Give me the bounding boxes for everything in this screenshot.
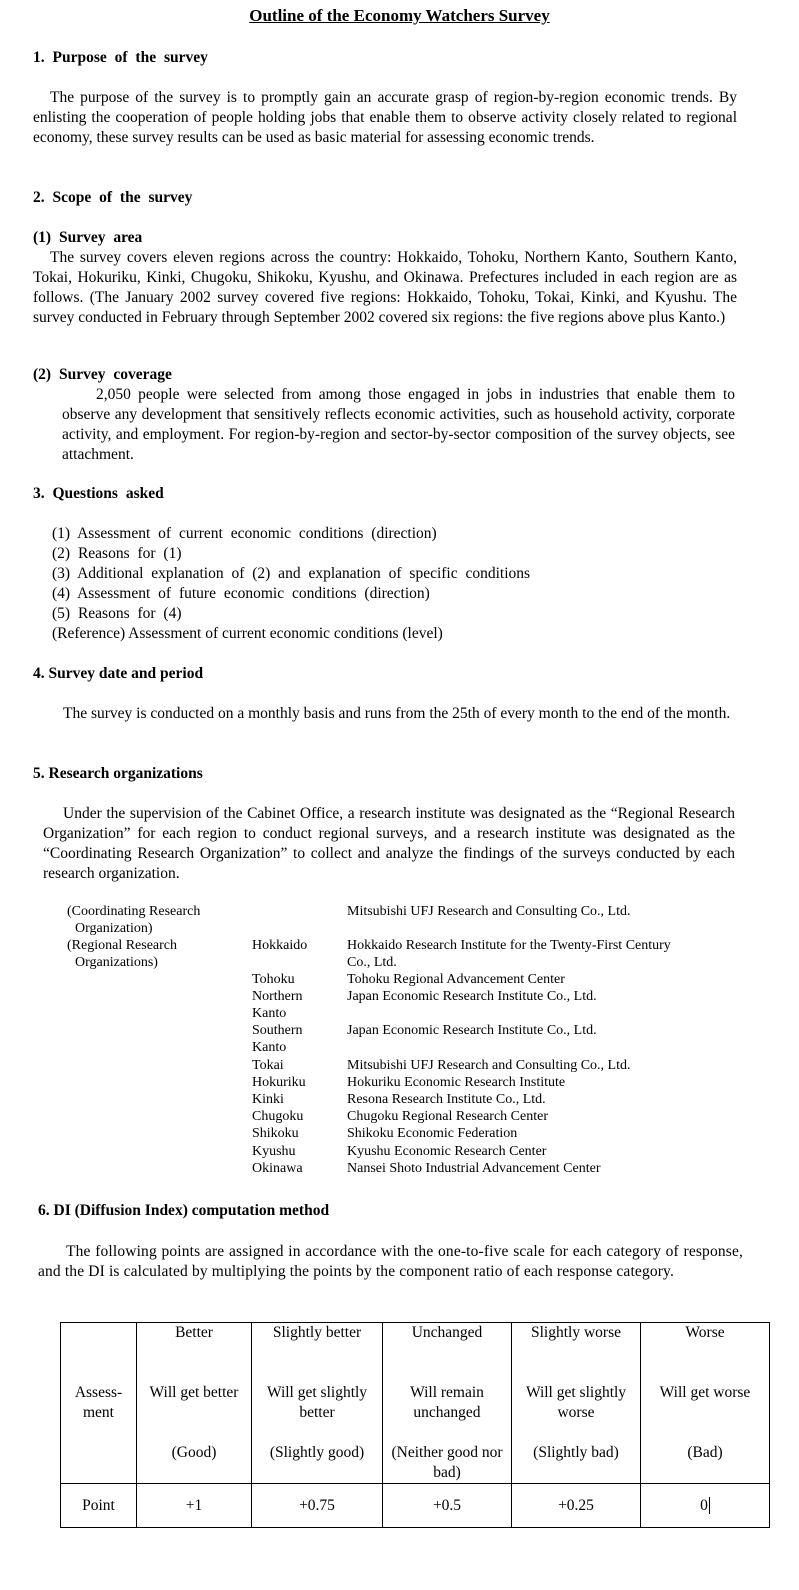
future-direction-text: Will get slightly worse — [525, 1384, 627, 1421]
future-direction-text: Will get slightly better — [266, 1384, 368, 1421]
point-value: +1 — [137, 1484, 252, 1528]
question-item: (4) Assessment of future economic conditions (direction) — [52, 585, 430, 602]
assessment-cell — [512, 1323, 641, 1484]
region-org: Hokuriku Economic Research Institute — [347, 1075, 566, 1090]
section-1-text: The purpose of the survey is to promptly gain an accurate grasp of region-by-region economic trends. By enlisting the cooperation of people holding jobs that enable them to observe activity closely related to regional economy, these survey results can be used as basic material for assessing economic trends. — [33, 89, 737, 146]
survey-area-text: The survey covers eleven regions across the country: Hokkaido, Tohoku, Northern Kanto, Southern Kanto, Tokai, Hokuriku, Kinki, Chugoku, Shikoku, Kyushu, and Okinawa. Prefectures included in each region are as follows. (The January 2002 survey covered five regions: Hokkaido, Tohoku, Tokai, Kinki, and Kyushu. The survey conducted in February through September 2002 covered six regions: the five regions above plus Kanto.) — [33, 249, 737, 326]
section-4-heading: 4. Survey date and period — [33, 665, 204, 682]
point-row — [61, 1484, 770, 1528]
region-name: Kanto — [252, 1040, 287, 1055]
section-5-text: Under the supervision of the Cabinet Office, a research institute was designated as the “Regional Research Organization” for each region to conduct regional surveys, and a research institute was designated as the “Coordinating Research Organization” to collect and analyze the findings of the surveys conducted by each research organization. — [43, 805, 735, 882]
level-text: (Slightly good) — [269, 1444, 365, 1461]
assessment-label: Assess-ment — [61, 1323, 137, 1484]
current-direction-text: Slightly better — [272, 1324, 362, 1341]
coordinating-label: Organization) — [75, 921, 153, 936]
region-org: Shikoku Economic Federation — [347, 1126, 518, 1141]
research-organizations-list — [67, 903, 787, 1183]
question-item: (Reference) Assessment of current economic conditions (level) — [52, 625, 443, 642]
region-name: Tohoku — [252, 972, 295, 987]
point-value: +0.75 — [252, 1484, 383, 1528]
current-direction-text: Unchanged — [411, 1324, 483, 1341]
level-text: (Slightly bad) — [533, 1444, 619, 1461]
regional-label: Organizations) — [75, 955, 158, 970]
future-direction-text: Will get worse — [659, 1384, 751, 1401]
current-direction-text: Slightly worse — [531, 1324, 621, 1341]
regional-label: (Regional Research — [67, 938, 178, 953]
coordinating-label: (Coordinating Research — [67, 904, 201, 919]
future-direction-text: Will get better — [149, 1384, 239, 1401]
point-label: Point — [61, 1484, 137, 1528]
survey-coverage-text: 2,050 people were selected from among those engaged in jobs in industries that enable them to observe any development that sensitively reflects economic activities, such as household activity, corporate activity, and employment. For region-by-region and sector-by-sector composition of the survey objects, see attachment. — [62, 386, 735, 463]
question-item: (1) Assessment of current economic conditions (direction) — [52, 525, 437, 542]
future-direction-text: Will remain unchanged — [410, 1384, 484, 1421]
region-org: Resona Research Institute Co., Ltd. — [347, 1092, 546, 1107]
point-value: +0.5 — [383, 1484, 512, 1528]
level-text: (Bad) — [687, 1444, 723, 1461]
section-1-heading: 1. Purpose of the survey — [33, 49, 208, 66]
region-name: Chugoku — [252, 1109, 304, 1124]
region-name: Northern — [252, 989, 303, 1004]
region-name: Kinki — [252, 1092, 284, 1107]
point-value: 0 — [700, 1496, 708, 1514]
questions-list — [52, 524, 752, 644]
region-org: Chugoku Regional Research Center — [347, 1109, 549, 1124]
region-name: Hokuriku — [252, 1075, 306, 1090]
section-6-text: The following points are assigned in accordance with the one-to-five scale for each category of response, and the DI is calculated by multiplying the points by the component ratio of each response category. — [38, 1243, 743, 1280]
region-name: Southern — [252, 1023, 303, 1038]
region-org: Tohoku Regional Advancement Center — [347, 972, 565, 987]
document-title: Outline of the Economy Watchers Survey — [249, 6, 550, 25]
assessment-cell — [641, 1323, 770, 1484]
assessment-row — [61, 1323, 770, 1484]
assessment-cell — [383, 1323, 512, 1484]
current-direction-text: Better — [175, 1324, 213, 1341]
region-org: Japan Economic Research Institute Co., Ltd. — [347, 1023, 597, 1038]
point-value-cell[interactable] — [641, 1484, 770, 1528]
region-name: Kanto — [252, 1006, 287, 1021]
question-item: (5) Reasons for (4) — [52, 605, 182, 622]
region-org: Nansei Shoto Industrial Advancement Center — [347, 1161, 601, 1176]
section-6-heading: 6. DI (Diffusion Index) computation method — [38, 1202, 330, 1219]
level-text: (Good) — [171, 1444, 217, 1461]
di-points-table — [60, 1322, 770, 1528]
coordinating-org: Mitsubishi UFJ Research and Consulting Co., Ltd. — [347, 904, 631, 919]
section-2-heading: 2. Scope of the survey — [33, 189, 193, 206]
assessment-cell — [137, 1323, 252, 1484]
question-item: (3) Additional explanation of (2) and explanation of specific conditions — [52, 565, 531, 582]
region-name: Okinawa — [252, 1161, 303, 1176]
region-org: Kyushu Economic Research Center — [347, 1144, 547, 1159]
region-name: Shikoku — [252, 1126, 299, 1141]
section-3-heading: 3. Questions asked — [33, 485, 164, 502]
section-5-heading: 5. Research organizations — [33, 765, 203, 782]
region-org: Mitsubishi UFJ Research and Consulting Co., Ltd. — [347, 1058, 631, 1073]
region-org: Co., Ltd. — [347, 955, 397, 970]
question-item: (2) Reasons for (1) — [52, 545, 182, 562]
region-name: Hokkaido — [252, 938, 308, 953]
current-direction-text: Worse — [685, 1324, 725, 1341]
region-org: Japan Economic Research Institute Co., Ltd. — [347, 989, 597, 1004]
assessment-cell — [252, 1323, 383, 1484]
region-org: Hokkaido Research Institute for the Twenty-First Century — [347, 938, 671, 953]
point-value: +0.25 — [512, 1484, 641, 1528]
section-4-text: The survey is conducted on a monthly basis and runs from the 25th of every month to the end of the month. — [63, 705, 731, 722]
survey-coverage-heading: (2) Survey coverage — [33, 366, 172, 383]
survey-area-heading: (1) Survey area — [33, 229, 143, 246]
level-text: (Neither good nor bad) — [391, 1444, 503, 1481]
region-name: Kyushu — [252, 1144, 296, 1159]
text-cursor — [709, 1497, 710, 1514]
region-name: Tokai — [252, 1058, 284, 1073]
